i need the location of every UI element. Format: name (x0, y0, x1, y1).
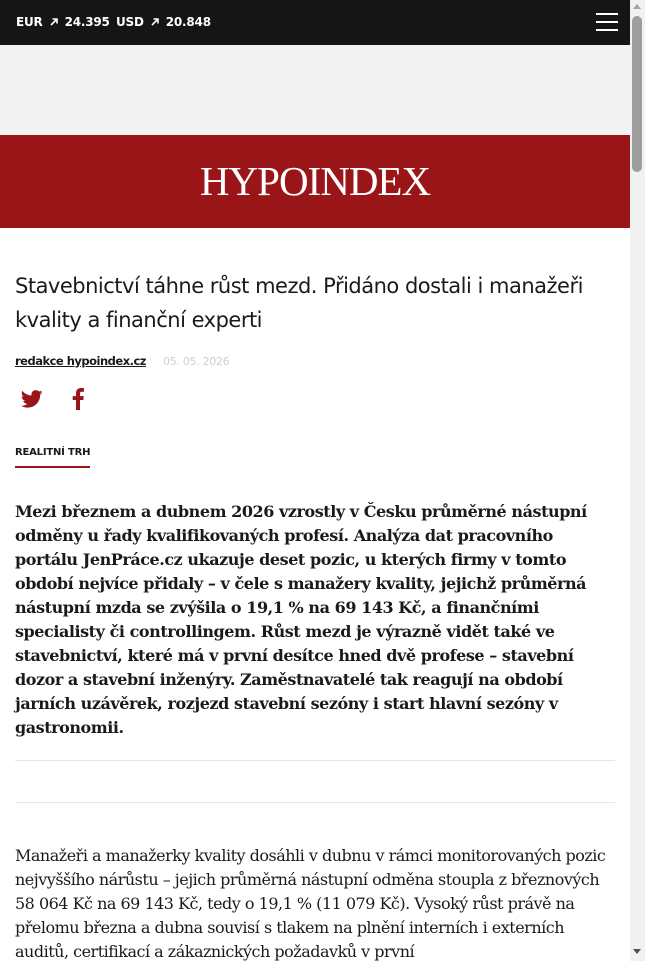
usd-value: 20.848 (165, 15, 211, 29)
scroll-up-arrow-icon[interactable] (633, 4, 641, 9)
site-logo[interactable]: HYPOINDEX (199, 158, 431, 204)
top-bar (0, 0, 630, 45)
divider (15, 802, 615, 803)
article-body: Manažeři a manažerky kvality dosáhli v dubnu v rámci monitorovaných pozic nejvyššího nárůstu – jejich průměrná nástupní odměna stoupla z březnových 58 064 Kč na 69 143 Kč, tedy o 19,1 % (11 079 Kč). Vysoký růst právě na přelomu března a dubna souvisí s tlakem na plnění interních i externích auditů, certifikací a zákaznických požadavků v první (15, 846, 606, 961)
category-tag[interactable]: REALITNÍ TRH (15, 447, 90, 468)
eur-value: 24.395 (64, 15, 110, 29)
share-bar (20, 388, 90, 410)
arrow-up-right-icon (49, 17, 59, 27)
article-meta (15, 354, 230, 368)
eur-rate (16, 15, 110, 29)
article-lead: Mezi březnem a dubnem 2026 vzrostly v Česku průměrné nástupní odměny u řady kvalifikovaných profesí. Analýza dat pracovního portálu JenPráce.cz ukazuje deset pozic, u kterých firmy v tomto období nejvíce přidaly – v čele s manažery kvality, jejichž průměrná nástupní mzda se zvýšila o 19,1 % na 69 143 Kč, a finančními specialisty či controllingem. Růst mezd je výrazně vidět také ve stavebnictví, které má v první desítce hned dvě profese – stavební dozor a stavební inženýry. Zaměstnavatelé tak reagují na období jarních uzávěrek, rozjezd stavební sezóny i start hlavní sezóny v gastronomii. (15, 502, 587, 737)
brand-header (0, 135, 630, 228)
usd-rate (116, 15, 211, 29)
article-title: Stavebnictví táhne růst mezd. Přidáno dostali i manažeři kvality a finanční experti (15, 274, 583, 332)
publish-date: 05. 05. 2026 (163, 355, 230, 368)
scroll-down-arrow-icon[interactable] (633, 949, 641, 954)
scrollbar-thumb[interactable] (632, 16, 642, 172)
usd-code: USD (116, 15, 144, 29)
facebook-icon[interactable] (66, 388, 90, 410)
eur-code: EUR (16, 15, 43, 29)
twitter-icon[interactable] (20, 388, 44, 410)
arrow-up-right-icon (150, 17, 160, 27)
ad-banner-area (0, 45, 630, 135)
hamburger-menu-icon[interactable] (596, 13, 618, 31)
divider (15, 760, 615, 761)
scrollbar[interactable] (630, 0, 645, 961)
author-link[interactable]: redakce hypoindex.cz (15, 354, 147, 368)
